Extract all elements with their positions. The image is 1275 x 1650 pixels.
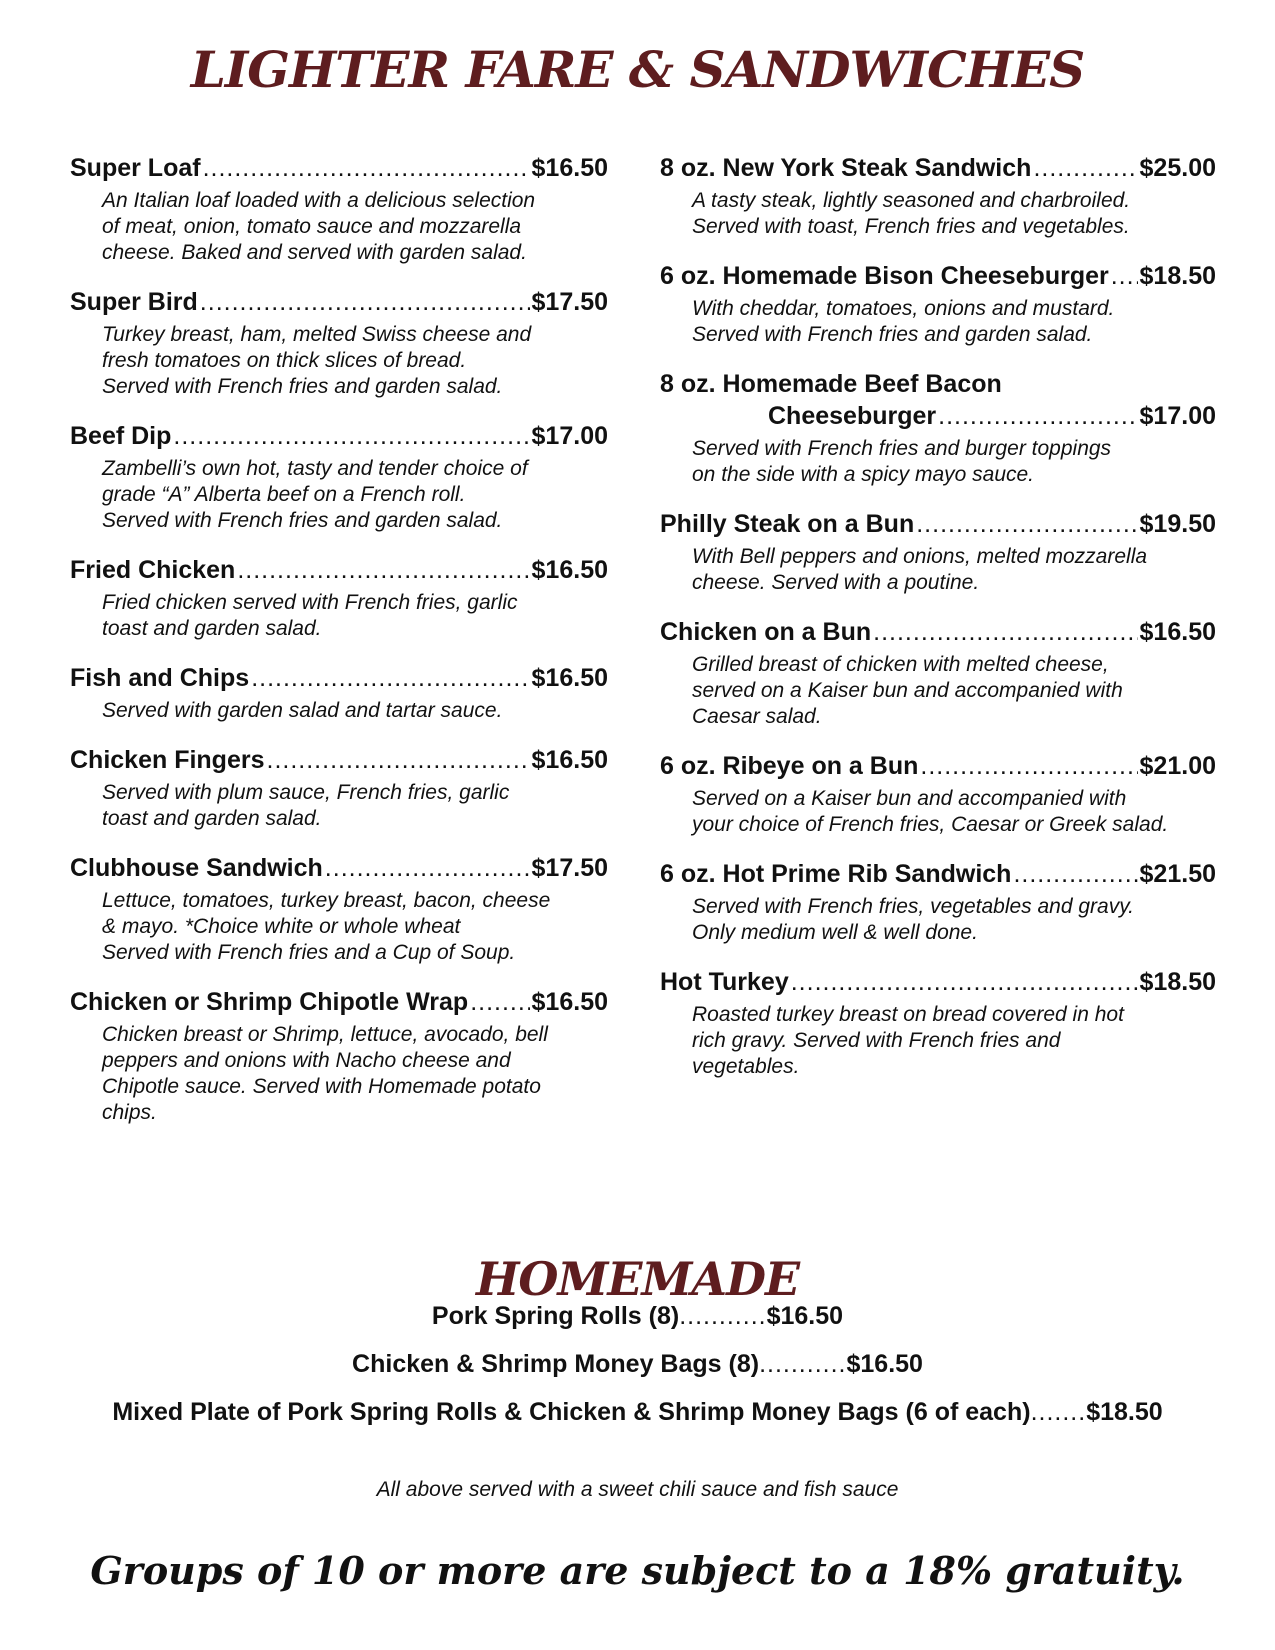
menu-item-description [660,1002,1216,1080]
description-line: Served with plum sauce, French fries, garlic [102,781,510,804]
leader-dots: ........... [679,1302,767,1330]
description-line: Served with garden salad and tartar sauce. [102,699,503,722]
description-line: peppers and onions with Nacho cheese and [102,1049,511,1072]
description-line: Zambelli’s own hot, tasty and tender choice of [102,457,528,480]
homemade-item-name: Pork Spring Rolls (8) [431,1302,680,1330]
menu-item [70,286,608,400]
menu-item [70,420,608,534]
description-line: Only medium well & well done. [692,921,978,944]
homemade-item-price: $18.50 [1086,1398,1163,1426]
description-line: A tasty steak, lightly seasoned and charbroiled. [692,189,1131,212]
description-line: An Italian loaf loaded with a delicious selection [102,189,536,212]
description-line: served on a Kaiser bun and accompanied with [692,679,1123,702]
menu-item-description [70,322,608,400]
menu-item-price: $19.50 [1139,510,1216,538]
menu-item [70,986,608,1126]
gratuity-notice: Groups of 10 or more are subject to a 18% gratuity. [90,1548,1185,1593]
menu-item-name: Chicken Fingers [70,746,265,774]
menu-item-price: $17.50 [531,288,608,316]
description-line: rich gravy. Served with French fries and [692,1029,1061,1052]
menu-item-price: $16.50 [531,988,608,1016]
menu-item-price: $25.00 [1139,154,1216,182]
leader-dots [203,152,530,184]
homemade-section-title: HOMEMADE [475,1252,800,1306]
leader-dots [470,986,529,1018]
description-line: Served with French fries and a Cup of Soup. [102,941,516,964]
menu-item-name: 6 oz. Homemade Bison Cheeseburger [660,262,1109,290]
menu-item [660,858,1216,946]
description-line: Roasted turkey breast on bread covered in hot [692,1003,1124,1026]
menu-item-name: Beef Dip [70,422,172,450]
menu-item-header [660,966,1216,998]
leader-dots [916,508,1137,540]
homemade-item [0,1300,1275,1332]
menu-item-price: $21.00 [1139,752,1216,780]
menu-item-price: $16.50 [531,556,608,584]
menu-item [660,260,1216,348]
description-line: grade “A” Alberta beef on a French roll. [102,483,466,506]
menu-item-description [70,188,608,266]
leader-dots [873,616,1137,648]
menu-item-header [70,852,608,884]
menu-item [70,554,608,642]
menu-item-header [660,400,1216,432]
leader-dots [920,750,1137,782]
menu-item-price: $18.50 [1139,968,1216,996]
menu-item [660,152,1216,240]
menu-item-price: $17.00 [531,422,608,450]
left-menu-column [70,152,608,1146]
menu-item-description [660,296,1216,348]
menu-item-price: $16.50 [531,154,608,182]
menu-item-name: 8 oz. New York Steak Sandwich [660,154,1032,182]
leader-dots [1013,858,1137,890]
description-line: Fried chicken served with French fries, garlic [102,591,518,614]
leader-dots [1033,152,1137,184]
page-title: LIGHTER FARE & SANDWICHES [190,40,1085,99]
menu-item-name: 6 oz. Hot Prime Rib Sandwich [660,860,1012,888]
homemade-item-price: $16.50 [766,1302,844,1330]
description-line: With cheddar, tomatoes, onions and mustard. [692,297,1115,320]
menu-item-header [660,260,1216,292]
menu-item-description [660,894,1216,946]
menu-item-header [70,986,608,1018]
menu-item [660,966,1216,1080]
leader-dots: ........... [759,1350,847,1378]
leader-dots [267,744,530,776]
description-line: on the side with a spicy mayo sauce. [692,463,1035,486]
menu-item-name: Super Bird [70,288,198,316]
menu-item-description [70,780,608,832]
menu-item-price: $17.50 [531,854,608,882]
description-line: Chipotle sauce. Served with Homemade potato [102,1075,541,1098]
menu-item-header [70,662,608,694]
menu-item-header [660,616,1216,648]
description-line: & mayo. *Choice white or whole wheat [102,915,461,938]
description-line: Served with French fries, vegetables and gravy. [692,895,1134,918]
description-line: With Bell peppers and onions, melted mozzarella [692,545,1148,568]
description-line: cheese. Baked and served with garden salad. [102,241,527,264]
right-menu-column [660,152,1216,1100]
description-line: Served with French fries and garden salad. [102,375,503,398]
menu-item-description [660,786,1216,838]
description-line: Served with toast, French fries and vegetables. [692,215,1130,238]
description-line: your choice of French fries, Caesar or Greek salad. [692,813,1169,836]
menu-item [70,152,608,266]
menu-item [70,744,608,832]
menu-item [70,852,608,966]
menu-item-description [70,456,608,534]
menu-item-description [70,888,608,966]
menu-item-name: Chicken or Shrimp Chipotle Wrap [70,988,469,1016]
menu-item-name: Fried Chicken [70,556,236,584]
description-line: chips. [102,1101,157,1124]
menu-item-name: Super Loaf [70,154,201,182]
menu-item-header [70,420,608,452]
menu-item-header [660,750,1216,782]
leader-dots [791,966,1138,998]
homemade-item [0,1348,1275,1380]
menu-item [70,662,608,724]
description-line: toast and garden salad. [102,807,322,830]
menu-item-header [70,554,608,586]
homemade-item [0,1396,1275,1428]
menu-item-price: $16.50 [531,746,608,774]
menu-item-price: $18.50 [1139,262,1216,290]
menu-item-name: Hot Turkey [660,968,789,996]
leader-dots [251,662,529,694]
menu-item-name: Clubhouse Sandwich [70,854,323,882]
description-line: Grilled breast of chicken with melted cheese, [692,653,1109,676]
menu-item-description [660,544,1216,596]
menu-item-price: $17.00 [1139,402,1216,430]
description-line: Chicken breast or Shrimp, lettuce, avocado, bell [102,1023,548,1046]
menu-item-price: $21.50 [1139,860,1216,888]
menu-item-header [660,508,1216,540]
description-line: of meat, onion, tomato sauce and mozzarella [102,215,522,238]
description-line: cheese. Served with a poutine. [692,571,980,594]
menu-item-description [70,590,608,642]
menu-item [660,616,1216,730]
leader-dots [325,852,530,884]
homemade-item-name: Chicken & Shrimp Money Bags (8) [352,1350,760,1378]
homemade-note: All above served with a sweet chili sauce and fish sauce [376,1478,899,1501]
menu-item-header [70,286,608,318]
menu-item-description [660,436,1216,488]
menu-item-name: Chicken on a Bun [660,618,872,646]
menu-item [660,508,1216,596]
description-line: Lettuce, tomatoes, turkey breast, bacon, cheese [102,889,551,912]
menu-item-description [660,188,1216,240]
menu-item-price: $16.50 [531,664,608,692]
description-line: vegetables. [692,1055,800,1078]
menu-item-name-line1: 8 oz. Homemade Beef Bacon [660,370,1002,398]
leader-dots [200,286,530,318]
leader-dots [938,400,1137,432]
menu-item-price: $16.50 [1139,618,1216,646]
menu-item-description [70,1022,608,1126]
menu-item-name: Philly Steak on a Bun [660,510,915,538]
menu-item-name: 6 oz. Ribeye on a Bun [660,752,919,780]
leader-dots [1111,260,1138,292]
description-line: toast and garden salad. [102,617,322,640]
description-line: Served with French fries and garden salad. [692,323,1093,346]
menu-item [660,368,1216,488]
description-line: Served with French fries and burger toppings [692,437,1112,460]
menu-item-header [70,744,608,776]
description-line: Caesar salad. [692,705,822,728]
menu-item-header [660,152,1216,184]
menu-item-name: Fish and Chips [70,664,250,692]
menu-item-header [660,858,1216,890]
menu-item-description [660,652,1216,730]
leader-dots: ....... [1030,1398,1087,1426]
description-line: fresh tomatoes on thick slices of bread. [102,349,467,372]
leader-dots [173,420,529,452]
description-line: Served with French fries and garden salad. [102,509,503,532]
homemade-item-price: $16.50 [846,1350,923,1378]
description-line: Served on a Kaiser bun and accompanied with [692,787,1127,810]
homemade-item-name: Mixed Plate of Pork Spring Rolls & Chicken & Shrimp Money Bags (6 of each) [112,1398,1031,1426]
menu-item-header [70,152,608,184]
description-line: Turkey breast, ham, melted Swiss cheese and [102,323,532,346]
menu-item [660,750,1216,838]
leader-dots [237,554,529,586]
menu-item-name: Cheeseburger [768,402,937,430]
menu-item-description [70,698,608,724]
